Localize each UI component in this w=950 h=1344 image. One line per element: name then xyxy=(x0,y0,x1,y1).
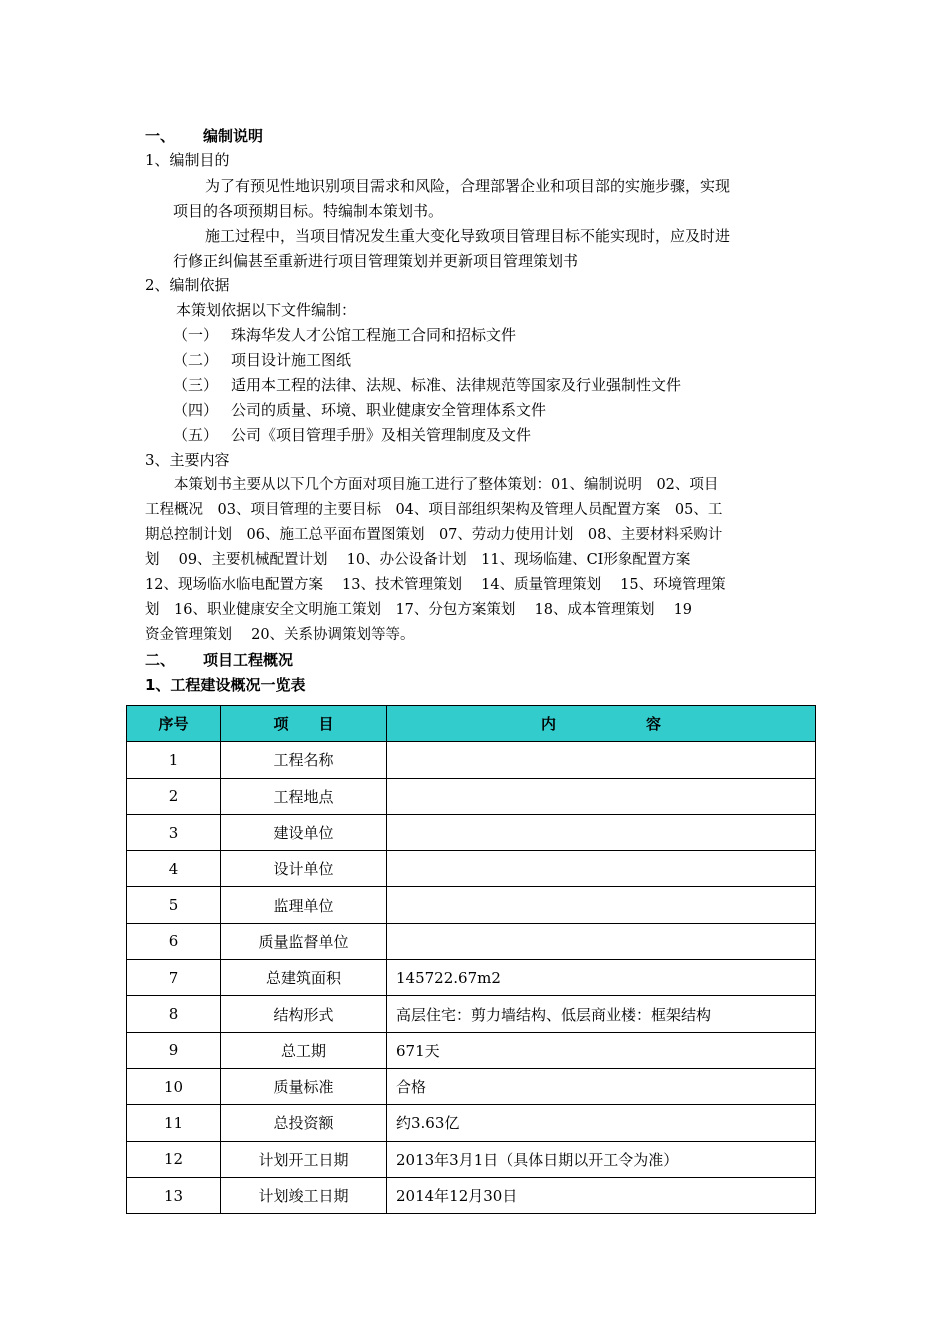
content-line: 资金管理策划 20、关系协调策划等等。 xyxy=(145,627,415,643)
basis-item xyxy=(173,425,531,445)
subsection-purpose-heading xyxy=(145,150,230,170)
row-content xyxy=(387,851,816,887)
basis-item-text: 适用本工程的法律、法规、标准、法律规范等国家及行业强制性文件 xyxy=(231,376,682,394)
table-row xyxy=(127,851,816,887)
row-content: 145722.67m2 xyxy=(387,960,816,996)
table-row xyxy=(127,1105,816,1141)
basis-item-number: （二） xyxy=(173,351,219,369)
basis-item-text: 项目设计施工图纸 xyxy=(231,351,352,369)
row-content xyxy=(387,923,816,959)
subsection-title: 编制依据 xyxy=(169,276,230,294)
row-item: 工程地点 xyxy=(221,778,387,814)
basis-item xyxy=(173,400,546,420)
basis-intro: 本策划依据以下文件编制： xyxy=(176,301,357,319)
row-no: 6 xyxy=(127,923,221,959)
purpose-paragraph-1-line-2: 项目的各项预期目标。特编制本策划书。 xyxy=(173,202,444,220)
row-item: 结构形式 xyxy=(221,996,387,1032)
section-1-heading xyxy=(145,126,263,146)
row-content xyxy=(387,778,816,814)
row-item: 工程名称 xyxy=(221,742,387,778)
row-no: 8 xyxy=(127,996,221,1032)
row-no: 11 xyxy=(127,1105,221,1141)
basis-item xyxy=(173,350,351,370)
content-line: 划 09、主要机械配置计划 10、办公设备计划 11、现场临建、CI形象配置方案 xyxy=(145,552,691,568)
table-caption: 1、工程建设概况一览表 xyxy=(145,676,306,694)
subsection-basis-heading xyxy=(145,275,230,295)
row-no: 2 xyxy=(127,778,221,814)
row-item: 总投资额 xyxy=(221,1105,387,1141)
content-line: 本策划书主要从以下几个方面对项目施工进行了整体策划：01、编制说明 02、项目 xyxy=(145,477,719,493)
basis-item-number: （五） xyxy=(173,426,219,444)
content-line: 划 16、职业健康安全文明施工策划 17、分包方案策划 18、成本管理策划 19 xyxy=(145,602,693,618)
row-item: 质量标准 xyxy=(221,1068,387,1104)
header-item: 项 目 xyxy=(221,706,387,742)
basis-item-number: （三） xyxy=(173,376,219,394)
basis-item-number: （一） xyxy=(173,326,219,344)
table-row xyxy=(127,1177,816,1213)
section-1-title: 编制说明 xyxy=(203,127,264,145)
row-content: 合格 xyxy=(387,1068,816,1104)
section-2-title: 项目工程概况 xyxy=(203,651,294,669)
section-1-number: 一、 xyxy=(145,127,176,145)
header-content: 内 容 xyxy=(387,706,816,742)
row-content: 671天 xyxy=(387,1032,816,1068)
row-content: 高层住宅：剪力墙结构、低层商业楼：框架结构 xyxy=(387,996,816,1032)
basis-item-text: 公司的质量、环境、职业健康安全管理体系文件 xyxy=(231,401,547,419)
content-line: 12、现场临水临电配置方案 13、技术管理策划 14、质量管理策划 15、环境管理策 xyxy=(145,577,726,593)
table-row xyxy=(127,742,816,778)
row-no: 3 xyxy=(127,814,221,850)
row-item: 总建筑面积 xyxy=(221,960,387,996)
row-item: 质量监督单位 xyxy=(221,923,387,959)
row-item: 计划开工日期 xyxy=(221,1141,387,1177)
row-no: 9 xyxy=(127,1032,221,1068)
header-no: 序号 xyxy=(127,706,221,742)
row-no: 10 xyxy=(127,1068,221,1104)
row-item: 设计单位 xyxy=(221,851,387,887)
section-2-heading xyxy=(145,650,293,670)
row-content xyxy=(387,887,816,923)
content-line: 工程概况 03、项目管理的主要目标 04、项目部组织架构及管理人员配置方案 05、工 xyxy=(145,502,723,518)
row-no: 4 xyxy=(127,851,221,887)
row-item: 监理单位 xyxy=(221,887,387,923)
content-line: 期总控制计划 06、施工总平面布置图策划 07、劳动力使用计划 08、主要材料采购计 xyxy=(145,527,723,543)
row-item: 总工期 xyxy=(221,1032,387,1068)
row-no: 5 xyxy=(127,887,221,923)
table-row xyxy=(127,887,816,923)
basis-item-number: （四） xyxy=(173,401,219,419)
table-row xyxy=(127,778,816,814)
table-row xyxy=(127,814,816,850)
row-content xyxy=(387,814,816,850)
subsection-number: 2、 xyxy=(145,276,170,294)
table-row xyxy=(127,960,816,996)
row-no: 7 xyxy=(127,960,221,996)
project-overview-table xyxy=(126,705,816,1214)
row-item: 建设单位 xyxy=(221,814,387,850)
section-2-number: 二、 xyxy=(145,651,176,669)
row-content: 2013年3月1日（具体日期以开工令为准） xyxy=(387,1141,816,1177)
subsection-number: 1、 xyxy=(145,151,170,169)
subsection-content-heading xyxy=(145,450,230,470)
purpose-paragraph-2-line-1: 施工过程中，当项目情况发生重大变化导致项目管理目标不能实现时，应及时进 xyxy=(205,227,731,245)
basis-item xyxy=(173,375,681,395)
basis-item xyxy=(173,325,516,345)
purpose-paragraph-2-line-2: 行修正纠偏甚至重新进行项目管理策划并更新项目管理策划书 xyxy=(173,252,579,270)
row-content: 约3.63亿 xyxy=(387,1105,816,1141)
row-no: 13 xyxy=(127,1177,221,1213)
row-content: 2014年12月30日 xyxy=(387,1177,816,1213)
subsection-title: 主要内容 xyxy=(169,451,230,469)
table-row xyxy=(127,1141,816,1177)
table-row xyxy=(127,1068,816,1104)
purpose-paragraph-1-line-1: 为了有预见性地识别项目需求和风险，合理部署企业和项目部的实施步骤，实现 xyxy=(205,177,731,195)
table-row xyxy=(127,996,816,1032)
basis-item-text: 公司《项目管理手册》及相关管理制度及文件 xyxy=(231,426,532,444)
row-no: 12 xyxy=(127,1141,221,1177)
subsection-title: 编制目的 xyxy=(169,151,230,169)
row-item: 计划竣工日期 xyxy=(221,1177,387,1213)
basis-item-text: 珠海华发人才公馆工程施工合同和招标文件 xyxy=(231,326,517,344)
subsection-number: 3、 xyxy=(145,451,170,469)
table-row xyxy=(127,1032,816,1068)
table-row xyxy=(127,923,816,959)
row-content xyxy=(387,742,816,778)
row-no: 1 xyxy=(127,742,221,778)
table-header-row xyxy=(127,706,816,742)
